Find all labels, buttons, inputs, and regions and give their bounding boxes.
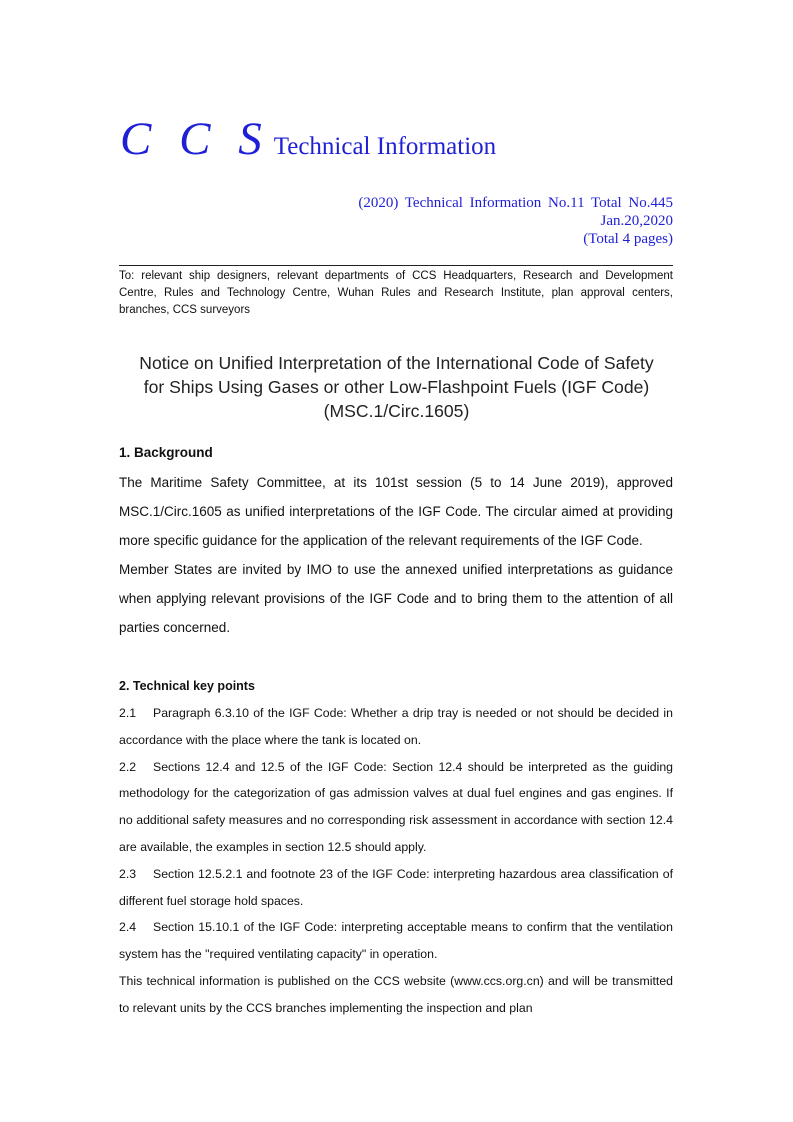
list-item: [119, 700, 673, 754]
item-text: Paragraph 6.3.10 of the IGF Code: Whether a drip tray is needed or not should be decided in accordance with the place where the tank is located on.: [119, 706, 673, 747]
document-date: Jan.20,2020: [600, 213, 673, 229]
item-text: Section 15.10.1 of the IGF Code: interpreting acceptable means to confirm that the ventilation system has the "required ventilating capacity" in operation.: [119, 920, 673, 962]
page-count: (Total 4 pages): [583, 231, 673, 247]
paragraph: This technical information is published on the CCS website (www.ccs.org.cn) and will be transmitted to relevant units by the CCS branches implementing the inspection and plan: [119, 973, 673, 1015]
paragraph: The Maritime Safety Committee, at its 101st session (5 to 14 June 2019), approved MSC.1/Circ.1605 as unified interpretations of the IGF Code. The circular aimed at providing more specific guidance for the application of the relevant requirements of the IGF Code.: [119, 475, 673, 548]
paragraph: Member States are invited by IMO to use the annexed unified interpretations as guidance when applying relevant provisions of the IGF Code and to bring them to the attention of all parties concerned.: [119, 562, 673, 635]
item-text: Section 12.5.2.1 and footnote 23 of the IGF Code: interpreting hazardous area classification of different fuel storage hold spaces.: [119, 866, 673, 908]
item-number: 2.4: [119, 920, 137, 935]
background-section: [119, 468, 673, 642]
technical-key-points-section: [119, 700, 673, 1022]
list-item: [119, 914, 673, 968]
item-text: Sections 12.4 and 12.5 of the IGF Code: Section 12.4 should be interpreted as the guiding methodology for the categorization of gas admission valves at dual fuel engines and gas engines. If no additional safety measures and no corresponding risk assessment in accordance with section 12.4 are available, the examples in section 12.5 should apply.: [119, 759, 673, 854]
item-number: 2.2: [119, 759, 137, 774]
section-heading-technical-key-points: 2. Technical key points: [119, 679, 255, 693]
document-header: [120, 112, 496, 166]
item-number: 2.1: [119, 706, 137, 720]
ccs-logo-text: C C S: [120, 113, 270, 165]
section-heading-background: 1. Background: [119, 445, 213, 460]
document-meta: [358, 194, 673, 248]
technical-info-number: (2020) Technical Information No.11 Total No.445: [358, 195, 673, 211]
header-title: Technical Information: [273, 133, 497, 160]
notice-title-line: for Ships Using Gases or other Low-Flashpoint Fuels (IGF Code): [143, 377, 650, 397]
recipients-line: To: relevant ship designers, relevant departments of CCS Headquarters, Research and Development Centre, Rules and Technology Centre, Wuhan Rules and Research Institute, plan approval centers, branches, CCS surveyors: [119, 270, 673, 316]
notice-title-line: (MSC.1/Circ.1605): [323, 401, 470, 421]
header-divider: [119, 265, 673, 266]
item-number: 2.3: [119, 866, 137, 881]
notice-title: [100, 351, 693, 423]
list-item: [119, 754, 673, 861]
list-item: [119, 861, 673, 915]
notice-title-line: Notice on Unified Interpretation of the International Code of Safety: [139, 353, 654, 373]
